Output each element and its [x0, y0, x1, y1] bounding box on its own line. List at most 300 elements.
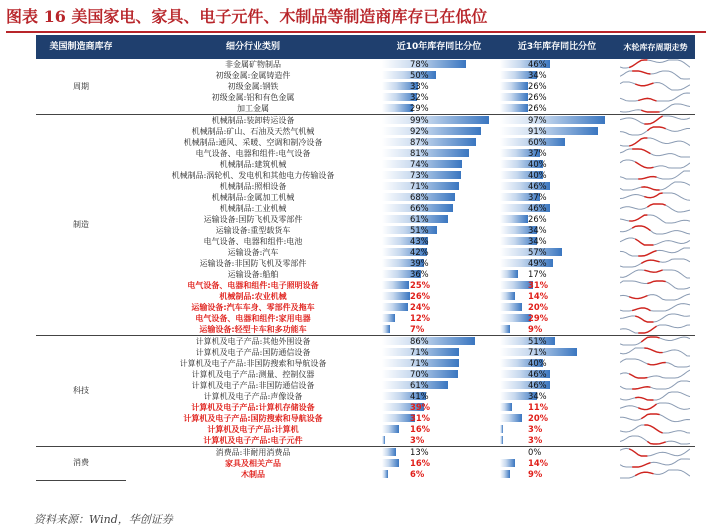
percentile-10y-value: 39% [410, 258, 429, 268]
trend-sparkline [620, 347, 690, 357]
sector-label: 消费 [36, 447, 126, 481]
percentile-10y-value: 71% [410, 358, 429, 368]
sparkline-highlight [632, 149, 650, 154]
table-row [36, 115, 695, 127]
trend-sparkline [620, 181, 690, 191]
table-body [36, 59, 695, 480]
trend-sparkline-cell [616, 469, 695, 480]
trend-sparkline-cell [616, 291, 695, 302]
percentile-10y-cell [380, 59, 498, 70]
sparkline-highlight [632, 308, 650, 311]
industry-label: 机械制品:农业机械 [219, 291, 287, 301]
trend-sparkline-cell [616, 458, 695, 469]
industry-label: 计算机及电子产品:国防通信设备 [195, 347, 311, 357]
percentile-3y-cell [498, 447, 616, 459]
trend-sparkline [620, 170, 690, 180]
percentile-10y-cell [380, 391, 498, 402]
table-row [36, 380, 695, 391]
percentile-3y-cell [498, 380, 616, 391]
percentile-3y-value: 11% [528, 402, 549, 412]
sparkline-line [620, 392, 690, 400]
percentile-3y-cell [498, 358, 616, 369]
trend-sparkline-cell [616, 59, 695, 70]
sparkline-highlight [632, 463, 650, 467]
percentile-3y-value: 60% [528, 137, 547, 147]
industry-label: 机械制品:照相设备 [219, 181, 287, 191]
percentile-3y-value: 14% [528, 458, 549, 468]
industry-label: 计算机及电子产品:非国防通信设备 [191, 380, 315, 390]
trend-sparkline [620, 236, 690, 246]
percentile-10y-cell [380, 115, 498, 127]
percentile-3y-value: 20% [528, 302, 549, 312]
sparkline-line [620, 314, 690, 322]
trend-sparkline [620, 192, 690, 202]
table-row [36, 203, 695, 214]
header-industry: 细分行业类别 [126, 35, 380, 59]
sparkline-highlight [641, 414, 659, 419]
sparkline-highlight [635, 472, 653, 475]
industry-label: 电气设备、电器和组件:家用电器 [195, 313, 311, 323]
percentile-10y-cell [380, 413, 498, 424]
percentile-10y-cell [380, 302, 498, 313]
trend-sparkline [620, 203, 690, 213]
sparkline-highlight [638, 177, 656, 179]
trend-sparkline [620, 126, 690, 136]
percentile-10y-value: 81% [410, 148, 429, 158]
trend-sparkline [620, 92, 690, 102]
industry-label: 机械制品:工业机械 [219, 203, 287, 213]
sparkline-line [620, 403, 690, 410]
table-row [36, 126, 695, 137]
industry-label: 运输设备:非国防飞机及零部件 [199, 258, 307, 268]
percentile-3y-value: 9% [528, 469, 543, 479]
table-row [36, 447, 695, 459]
trend-sparkline-cell [616, 92, 695, 103]
sparkline-line [620, 470, 690, 478]
sparkline-line [620, 127, 690, 135]
industry-label: 电气设备、电器和组件:电子照明设备 [187, 280, 319, 290]
industry-label: 加工金属 [237, 103, 269, 113]
sparkline-highlight [644, 116, 662, 124]
trend-sparkline [620, 336, 690, 346]
industry-label: 机械制品:金属加工机械 [211, 192, 295, 202]
trend-sparkline-cell [616, 358, 695, 369]
trend-sparkline [620, 458, 690, 468]
table-row [36, 413, 695, 424]
percentile-3y-value: 26% [528, 214, 547, 224]
percentile-10y-cell [380, 369, 498, 380]
sparkline-line [620, 171, 690, 179]
percentile-10y-cell [380, 225, 498, 236]
percentile-10y-cell [380, 313, 498, 324]
sparkline-line [620, 204, 690, 212]
sparkline-highlight [635, 316, 653, 322]
percentile-10y-value: 92% [410, 126, 429, 136]
percentile-3y-cell [498, 269, 616, 280]
sparkline-line [620, 337, 690, 345]
trend-sparkline [620, 369, 690, 379]
sparkline-line [620, 304, 690, 311]
percentile-3y-value: 51% [528, 336, 547, 346]
percentile-3y-cell [498, 170, 616, 181]
trend-sparkline [620, 313, 690, 323]
trend-sparkline-cell [616, 115, 695, 127]
industry-label: 计算机及电子产品:计算机存储设备 [191, 402, 315, 412]
percentile-3y-cell [498, 280, 616, 291]
percentile-3y-cell [498, 247, 616, 258]
percentile-3y-value: 26% [528, 81, 547, 91]
sparkline-highlight [641, 337, 659, 342]
percentile-10y-value: 61% [410, 214, 429, 224]
sparkline-highlight [629, 296, 647, 299]
percentile-10y-value: 86% [410, 336, 429, 346]
source-note: 资料来源：Wind，华创证券 [34, 513, 173, 526]
industry-label: 初级金属:钢铁 [227, 81, 279, 91]
title-rule [6, 31, 706, 33]
percentile-10y-cell [380, 458, 498, 469]
trend-sparkline-cell [616, 192, 695, 203]
percentile-10y-cell [380, 402, 498, 413]
percentile-10y-cell [380, 103, 498, 115]
industry-label: 初级金属:金属铸造件 [215, 70, 291, 80]
percentile-3y-cell [498, 302, 616, 313]
percentile-10y-value: 61% [410, 380, 429, 390]
percentile-3y-cell [498, 424, 616, 435]
sparkline-highlight [635, 397, 653, 400]
sparkline-highlight [629, 60, 647, 68]
sparkline-highlight [647, 204, 665, 207]
trend-sparkline-cell [616, 391, 695, 402]
percentile-10y-value: 50% [410, 70, 429, 80]
percentile-10y-cell [380, 324, 498, 336]
percentile-10y-value: 7% [410, 324, 425, 334]
percentile-3y-value: 91% [528, 126, 547, 136]
sparkline-highlight [647, 363, 665, 365]
industry-label: 运输设备:船舶 [227, 269, 279, 279]
percentile-10y-value: 42% [410, 247, 429, 257]
trend-sparkline [620, 469, 690, 479]
percentile-10y-cell [380, 336, 498, 348]
trend-sparkline-cell [616, 103, 695, 115]
trend-sparkline [620, 115, 690, 125]
trend-sparkline-cell [616, 258, 695, 269]
percentile-3y-value: 0% [528, 447, 542, 457]
percentile-3y-value: 40% [528, 358, 547, 368]
percentile-10y-cell [380, 280, 498, 291]
trend-sparkline [620, 247, 690, 257]
percentile-3y-value: 9% [528, 324, 543, 334]
percentile-3y-value: 46% [528, 59, 547, 69]
table-row [36, 369, 695, 380]
percentile-3y-value: 57% [528, 247, 547, 257]
sector-label: 科技 [36, 336, 126, 447]
industry-label: 运输设备:汽车车身、零部件及拖车 [191, 302, 315, 312]
percentile-10y-cell [380, 170, 498, 181]
percentile-3y-value: 40% [528, 159, 547, 169]
percentile-3y-cell [498, 291, 616, 302]
percentile-10y-cell [380, 469, 498, 480]
table-row [36, 391, 695, 402]
trend-sparkline-cell [616, 402, 695, 413]
trend-sparkline [620, 225, 690, 235]
table-row [36, 181, 695, 192]
percentile-3y-cell [498, 70, 616, 81]
table-row [36, 347, 695, 358]
trend-sparkline [620, 435, 690, 445]
industry-label: 机械制品:建筑机械 [219, 159, 287, 169]
trend-sparkline [620, 291, 690, 301]
percentile-10y-cell [380, 81, 498, 92]
trend-sparkline-cell [616, 369, 695, 380]
percentile-10y-value: 6% [410, 469, 425, 479]
percentile-3y-cell [498, 336, 616, 348]
percentile-3y-cell [498, 92, 616, 103]
percentile-10y-cell [380, 70, 498, 81]
trend-sparkline [620, 380, 690, 390]
table-row [36, 269, 695, 280]
sparkline-highlight [647, 441, 665, 444]
table-row [36, 302, 695, 313]
sparkline-line [620, 215, 690, 223]
percentile-10y-cell [380, 258, 498, 269]
trend-sparkline-cell [616, 413, 695, 424]
percentile-10y-value: 43% [410, 236, 429, 246]
percentile-3y-cell [498, 225, 616, 236]
sparkline-highlight [644, 425, 662, 433]
page-title: 图表 16 美国家电、家具、电子元件、木制品等制造商库存已在低位 [6, 7, 488, 26]
percentile-10y-cell [380, 435, 498, 447]
industry-label: 计算机及电子产品:其他外围设备 [126, 336, 380, 348]
percentile-10y-value: 25% [410, 280, 431, 290]
industry-label: 木制品 [241, 469, 265, 479]
sparkline-line [620, 138, 690, 146]
sparkline-highlight [629, 215, 647, 221]
percentile-3y-cell [498, 458, 616, 469]
sparkline-highlight [638, 404, 656, 410]
percentile-10y-cell [380, 92, 498, 103]
trend-sparkline [620, 103, 690, 113]
percentile-10y-value: 16% [410, 458, 431, 468]
percentile-3y-value: 14% [528, 291, 549, 301]
trend-sparkline-cell [616, 225, 695, 236]
percentile-10y-value: 13% [410, 447, 429, 457]
sparkline-highlight [638, 251, 656, 256]
percentile-3y-value: 26% [528, 103, 547, 113]
trend-sparkline-cell [616, 137, 695, 148]
percentile-10y-value: 87% [410, 137, 429, 147]
percentile-10y-value: 36% [410, 269, 429, 279]
percentile-3y-value: 20% [528, 413, 549, 423]
sparkline-highlight [644, 270, 662, 272]
percentile-10y-value: 51% [410, 225, 429, 235]
percentile-3y-value: 34% [528, 391, 547, 401]
sparkline-highlight [629, 374, 647, 378]
trend-sparkline-cell [616, 148, 695, 159]
trend-sparkline-cell [616, 181, 695, 192]
table-row [36, 170, 695, 181]
trend-sparkline [620, 137, 690, 147]
table-row [36, 280, 695, 291]
header-trend: 木轮库存周期走势 [616, 35, 695, 59]
percentile-10y-cell [380, 214, 498, 225]
trend-sparkline-cell [616, 170, 695, 181]
industry-label: 机械制品:装卸转运设备 [126, 115, 380, 127]
percentile-3y-cell [498, 369, 616, 380]
percentile-3y-value: 34% [528, 70, 547, 80]
sparkline-highlight [638, 326, 656, 333]
sparkline-highlight [632, 226, 650, 231]
percentile-3y-value: 31% [528, 280, 549, 290]
percentile-3y-cell [498, 313, 616, 324]
table-row [36, 137, 695, 148]
trend-sparkline-cell [616, 247, 695, 258]
percentile-10y-value: 33% [410, 81, 429, 91]
percentile-10y-value: 99% [410, 115, 429, 125]
table-row [36, 103, 695, 115]
industry-label: 运输设备:国防飞机及零部件 [203, 214, 303, 224]
industry-label: 计算机及电子产品:国防搜索和导航设备 [183, 413, 323, 423]
percentile-3y-cell [498, 203, 616, 214]
trend-sparkline-cell [616, 203, 695, 214]
industry-label: 初级金属:铝和有色金属 [211, 92, 295, 102]
trend-sparkline-cell [616, 313, 695, 324]
table-row [36, 247, 695, 258]
trend-sparkline-cell [616, 269, 695, 280]
industry-label: 机械制品:通风、采暖、空调和制冷设备 [183, 137, 323, 147]
trend-sparkline [620, 258, 690, 268]
percentile-3y-value: 46% [528, 181, 547, 191]
percentile-3y-value: 49% [528, 258, 547, 268]
header-percentile-10y: 近10年库存同比分位 [380, 35, 498, 59]
sparkline-line [620, 182, 690, 190]
trend-sparkline-cell [616, 126, 695, 137]
industry-label: 计算机及电子产品:电子元件 [203, 435, 303, 445]
industry-label: 运输设备:重型载货车 [215, 225, 291, 235]
table-row [36, 236, 695, 247]
trend-sparkline-cell [616, 435, 695, 447]
percentile-10y-value: 41% [410, 391, 429, 401]
percentile-10y-cell [380, 447, 498, 459]
percentile-3y-cell [498, 236, 616, 247]
percentile-10y-cell [380, 291, 498, 302]
percentile-3y-value: 37% [528, 148, 547, 158]
percentile-10y-cell [380, 137, 498, 148]
sparkline-line [620, 359, 690, 367]
trend-sparkline-cell [616, 347, 695, 358]
sector-label: 制造 [36, 115, 126, 336]
percentile-10y-cell [380, 424, 498, 435]
sparkline-line [620, 270, 690, 278]
trend-sparkline [620, 302, 690, 312]
percentile-3y-cell [498, 214, 616, 225]
sparkline-highlight [635, 162, 653, 168]
percentile-10y-cell [380, 380, 498, 391]
trend-sparkline-cell [616, 159, 695, 170]
sparkline-highlight [644, 348, 662, 353]
sparkline-line [620, 160, 690, 168]
percentile-10y-value: 39% [410, 402, 431, 412]
sparkline-line [620, 414, 690, 422]
trend-sparkline-cell [616, 236, 695, 247]
percentile-3y-value: 34% [528, 225, 547, 235]
trend-sparkline-cell [616, 324, 695, 336]
trend-sparkline [620, 280, 690, 290]
percentile-10y-value: 78% [410, 59, 429, 69]
table-row [36, 458, 695, 469]
percentile-10y-cell [380, 203, 498, 214]
percentile-3y-value: 17% [528, 269, 547, 279]
trend-sparkline [620, 159, 690, 169]
industry-label: 消费品:非耐用消费品 [126, 447, 380, 459]
percentile-3y-value: 26% [528, 92, 547, 102]
table-row [36, 336, 695, 348]
table-row [36, 192, 695, 203]
trend-sparkline-cell [616, 336, 695, 348]
sparkline-highlight [644, 193, 662, 198]
percentile-3y-value: 40% [528, 170, 547, 180]
percentile-3y-value: 71% [528, 347, 547, 357]
sparkline-highlight [629, 138, 647, 146]
sparkline-line [620, 325, 690, 333]
percentile-10y-cell [380, 192, 498, 203]
industry-label: 运输设备:轻型卡车和多功能车 [199, 324, 307, 334]
sparkline-line [620, 116, 690, 124]
percentile-3y-value: 3% [528, 435, 543, 445]
sparkline-highlight [635, 239, 653, 245]
industry-label: 电气设备、电器和组件:电池 [203, 236, 303, 246]
header-percentile-3y: 近3年库存同比分位 [498, 35, 616, 59]
table-row [36, 358, 695, 369]
percentile-10y-value: 31% [410, 413, 431, 423]
sparkline-highlight [635, 83, 653, 86]
trend-sparkline [620, 70, 690, 80]
trend-sparkline-cell [616, 70, 695, 81]
trend-sparkline [620, 402, 690, 412]
table-row [36, 159, 695, 170]
percentile-10y-value: 24% [410, 302, 431, 312]
table-row [36, 258, 695, 269]
percentile-10y-value: 12% [410, 313, 431, 323]
percentile-10y-value: 16% [410, 424, 431, 434]
percentile-10y-cell [380, 159, 498, 170]
industry-label: 运输设备:汽车 [227, 247, 279, 257]
percentile-10y-cell [380, 347, 498, 358]
sparkline-highlight [647, 127, 665, 131]
sparkline-highlight [632, 387, 650, 389]
table-row [36, 402, 695, 413]
percentile-10y-value: 29% [410, 103, 429, 113]
trend-sparkline [620, 424, 690, 434]
trend-sparkline [620, 214, 690, 224]
trend-sparkline [620, 358, 690, 368]
percentile-3y-value: 97% [528, 115, 547, 125]
industry-label: 计算机及电子产品:计算机 [207, 424, 299, 434]
sparkline-line [620, 82, 690, 90]
trend-sparkline [620, 148, 690, 158]
sparkline-line [620, 459, 690, 467]
percentile-3y-cell [498, 148, 616, 159]
sparkline-line [620, 281, 690, 289]
percentile-10y-value: 32% [410, 92, 429, 102]
percentile-3y-value: 3% [528, 424, 543, 434]
table-row [36, 225, 695, 236]
industry-label: 计算机及电子产品:非国防搜索和导航设备 [179, 358, 327, 368]
trend-sparkline [620, 413, 690, 423]
header-sector: 美国制造商库存 [36, 35, 126, 59]
table-row [36, 59, 695, 70]
table-row [36, 324, 695, 336]
trend-sparkline [620, 269, 690, 279]
